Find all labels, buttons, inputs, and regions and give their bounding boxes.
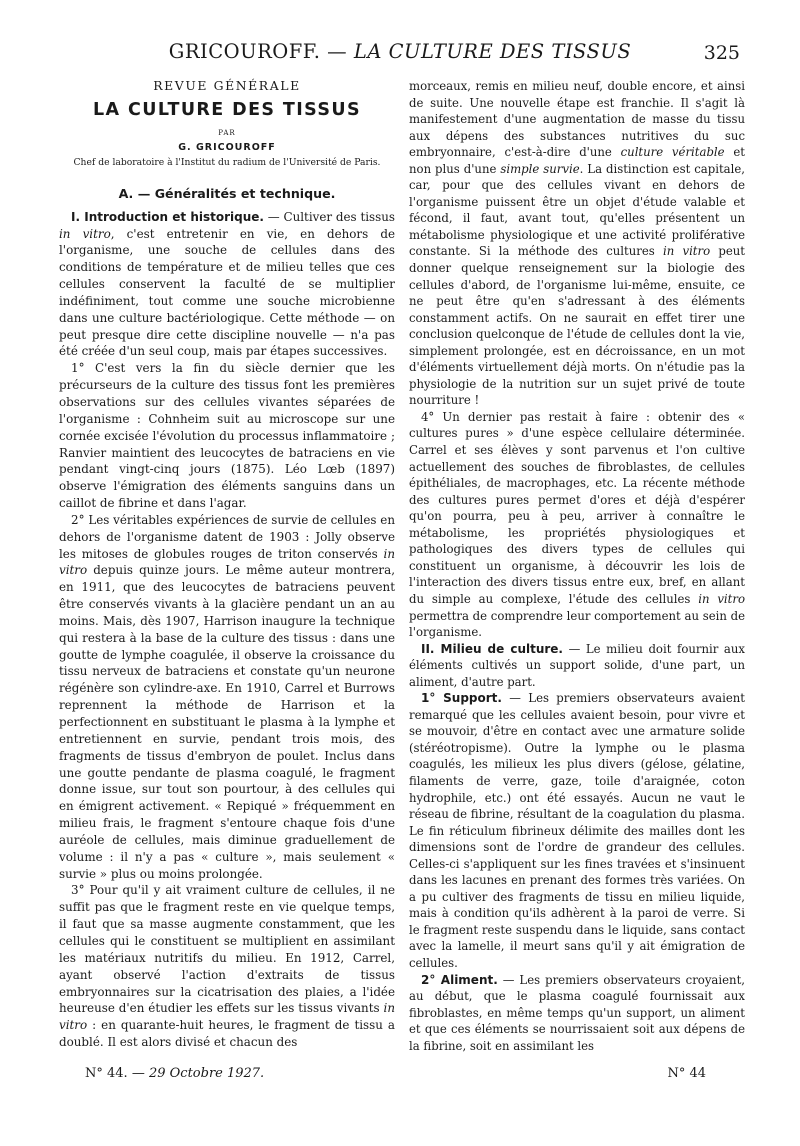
text-run: — Cultiver des tissus [263, 209, 395, 224]
text-run: permettra de comprendre leur comportement au sein de l'organisme. [409, 608, 745, 640]
running-head-author: GRICOUROFF. — [168, 40, 348, 63]
paragraph-continuation [409, 78, 745, 409]
heading-support: 1° Support. [421, 691, 502, 706]
footer-date: — 29 Octobre 1927. [127, 1066, 265, 1081]
italic-run: culture véritable [620, 145, 725, 160]
footer-issue-number: N° 44 [667, 1066, 706, 1081]
paragraph-pure-cultures [409, 409, 745, 641]
article-title: LA CULTURE DES TISSUS [92, 99, 362, 120]
paragraph-survival-experiments [59, 512, 395, 883]
heading-food: 2° Aliment. [421, 972, 498, 987]
italic-run: in vitro [59, 546, 395, 578]
paragraph-support [409, 690, 745, 971]
left-column [59, 78, 395, 1051]
text-run: 3° Pour qu'il y ait vraiment culture de cellules, il ne suffit pas que le fragment reste en vie quelque temps, il faut que sa masse augmente constamment, que les cellules qui le constituent se multiplient en assimilant les matériaux nutritifs du milieu. En 1912, Carrel, ayant observé l'action d'extraits de tissus embryonnaires sur la cicatrisation des plaies, a l'idée heureuse d'en étudier les effets sur les tissus vivants [59, 883, 395, 1016]
italic-run: in vitro [662, 244, 711, 259]
paragraph-true-culture [59, 882, 395, 1050]
italic-run: in vitro [698, 591, 745, 606]
by-line: PAR [218, 128, 236, 137]
running-head-journal-title: LA CULTURE DES TISSUS [353, 40, 632, 63]
italic-run: simple survie [500, 161, 580, 176]
italic-run: in vitro [59, 1001, 395, 1033]
running-head-title [60, 40, 740, 63]
text-run: — Les premiers observateurs croyaient, au début, que le plasma coagulé fournissait aux fibroblastes, en même temps qu'un support, un aliment et que ces éléments se nourrissaient soit aux dépens de la fibrine, soit en assimilant les [409, 972, 745, 1053]
running-head [60, 40, 740, 70]
text-run: — Le milieu doit fournir aux éléments cultivés un support solide, d'une part, un aliment, d'autre part. [409, 641, 745, 689]
author-affiliation: Chef de laboratoire à l'Institut du radium de l'Université de Paris. [73, 156, 381, 168]
text-run: : en quarante-huit heures, le fragment de tissu a doublé. Il est alors divisé et chacun des [59, 1018, 395, 1050]
text-run: 4° Un dernier pas restait à faire : obtenir des « cultures pures » d'une espèce cellulaire déterminée. Carrel et ses élèves y sont parvenus et l'on cultive actuellement des souches de fibroblastes, de cellules épithéliales, de macrophages, etc. La récente méthode des cultures pures permet d'ores et déjà d'espérer qu'on pourra, peu à peu, arriver à connaître le métabolisme, les propriétés physiologiques et pathologiques des divers types de cellules qui constituent un organisme, à découvrir les lois de l'interaction des divers tissus entre eux, bref, en allant du simple au complexe, l'étude des cellules [409, 409, 745, 606]
text-run: . La distinction est capitale, car, pour que des cellules vivant en dehors de l'organisme puissent être un objet d'étude valable et fécond, il faut, avant tout, qu'elles présentent un métabolisme physiologique et une activité proliférative constante. Si la méthode des cultures [409, 161, 745, 259]
section-heading-a: A. — Généralités et technique. [118, 185, 336, 201]
article-category: REVUE GÉNÉRALE [153, 78, 301, 93]
page-number: 325 [703, 42, 740, 64]
text-run: 2° Les véritables expériences de survie de cellules en dehors de l'organisme datent de 1903 : Jolly observe les mitoses de globules rouges de triton conservés [59, 512, 395, 561]
paragraph-introduction [59, 209, 395, 361]
heading-culture-medium: II. Milieu de culture. [421, 641, 563, 656]
text-run: , c'est entretenir en vie, en dehors de l'organisme, une souche de cellules dans des conditions de température et de milieu telles que ces cellules conservent la faculté de se multiplier indéfiniment, tout comme une souche microbienne dans une culture bactériologique. Cette méthode — on peut presque dire cette discipline nouvelle — n'a pas été créée d'un seul coup, mais par étapes successives. [59, 226, 395, 359]
text-run: depuis quinze jours. Le même auteur montrera, en 1911, que des leucocytes de batraciens peuvent être conservés vivants à la glacière pendant un an au moins. Mais, dès 1907, Harrison inaugure la technique qui restera à la base de la culture des tissus : dans une goutte de lymphe coagulée, il observe la croissance du tissu nerveux de batraciens et constate qu'un neurone régénère son cylindre-axe. En 1910, Carrel et Burrows reprennent la méthode de Harrison et la perfectionnent en substituant le plasma à la lymphe et entretiennent en survie, pendant trois mois, des fragments de tissus d'embryon de poulet. Inclus dans une goutte pendante de plasma coagulé, le fragment donne issue, sur tout son pourtour, à des cellules qui en émigrent activement. « Repiqué » fréquemment en milieu frais, le fragment s'entoure chaque fois d'une auréole de cellules, mais diminue graduellement de volume : il n'y a pas « culture », mais seulement « survie » plus ou moins prolongée. [59, 563, 395, 881]
footer-issue: N° 44. [85, 1066, 128, 1081]
text-run: peut donner quelque renseignement sur la biologie des cellules d'abord, de l'organisme lui-même, ensuite, ce ne peut être qu'en s'adressant à des éléments constamment actifs. On ne saurait en effet tirer une conclusion quelconque de l'étude de cellules dont la vie, simplement prolongée, est en décroissance, en un mot d'éléments virtuellement déjà morts. On n'étudie pas la physiologie de la nutrition sur un sujet privé de toute nourriture ! [409, 244, 745, 408]
text-run: morceaux, remis en milieu neuf, double encore, et ainsi de suite. Une nouvelle étape est franchie. Il s'agit là manifestement d'une augmentation de masse du tissu aux dépens des substances nutritives du suc embryonnaire, c'est-à-dire d'une [409, 79, 745, 160]
right-column [409, 78, 745, 1054]
italic-run: in vitro [59, 226, 111, 241]
text-run: et non plus d'une [409, 145, 745, 176]
author-name: G. GRICOUROFF [178, 141, 276, 153]
paragraph-culture-medium [409, 641, 745, 691]
paragraph-precursors: 1° C'est vers la fin du siècle dernier que les précurseurs de la culture des tissus font les premières observations sur des cellules vivantes séparées de l'organisme : Cohnheim suit au microscope sur une cornée excisée l'évolution du processus inflammatoire ; Ranvier maintient des leucocytes de batraciens en vie pendant vingt-cinq jours (1875). Léo Lœb (1897) observe l'émigration des éléments sanguins dans un caillot de fibrine et dans l'agar. [59, 361, 395, 511]
text-run: — Les premiers observateurs avaient remarqué que les cellules avaient besoin, pour vivre et se mouvoir, d'être en contact avec une armature solide (stéréotropisme). Outre la lymphe ou le plasma coagulés, les milieux les plus divers (gélose, gélatine, filaments de verre, gaze, toile d'araignée, coton hydrophile, etc.) ont été essayés. Aucun ne vaut le réseau de fibrine, résultant de la coagulation du plasma. Le fin réticulum fibrineux délimite des mailles dont les dimensions sont de l'ordre de grandeur des cellules. Celles-ci s'appliquent sur les fines travées et s'insinuent dans les lacunes en prenant des formes très variées. On a pu cultiver des fragments de tissu en milieu liquide, mais à condition qu'ils adhèrent à la paroi de verre. Si le fragment reste suspendu dans le liquide, sans contact avec la lamelle, il meurt sans qu'il y ait émigration de cellules. [409, 691, 745, 970]
heading-introduction: I. Introduction et historique. [71, 209, 264, 224]
paragraph-food [409, 972, 745, 1055]
footer-issue-date [85, 1066, 264, 1081]
